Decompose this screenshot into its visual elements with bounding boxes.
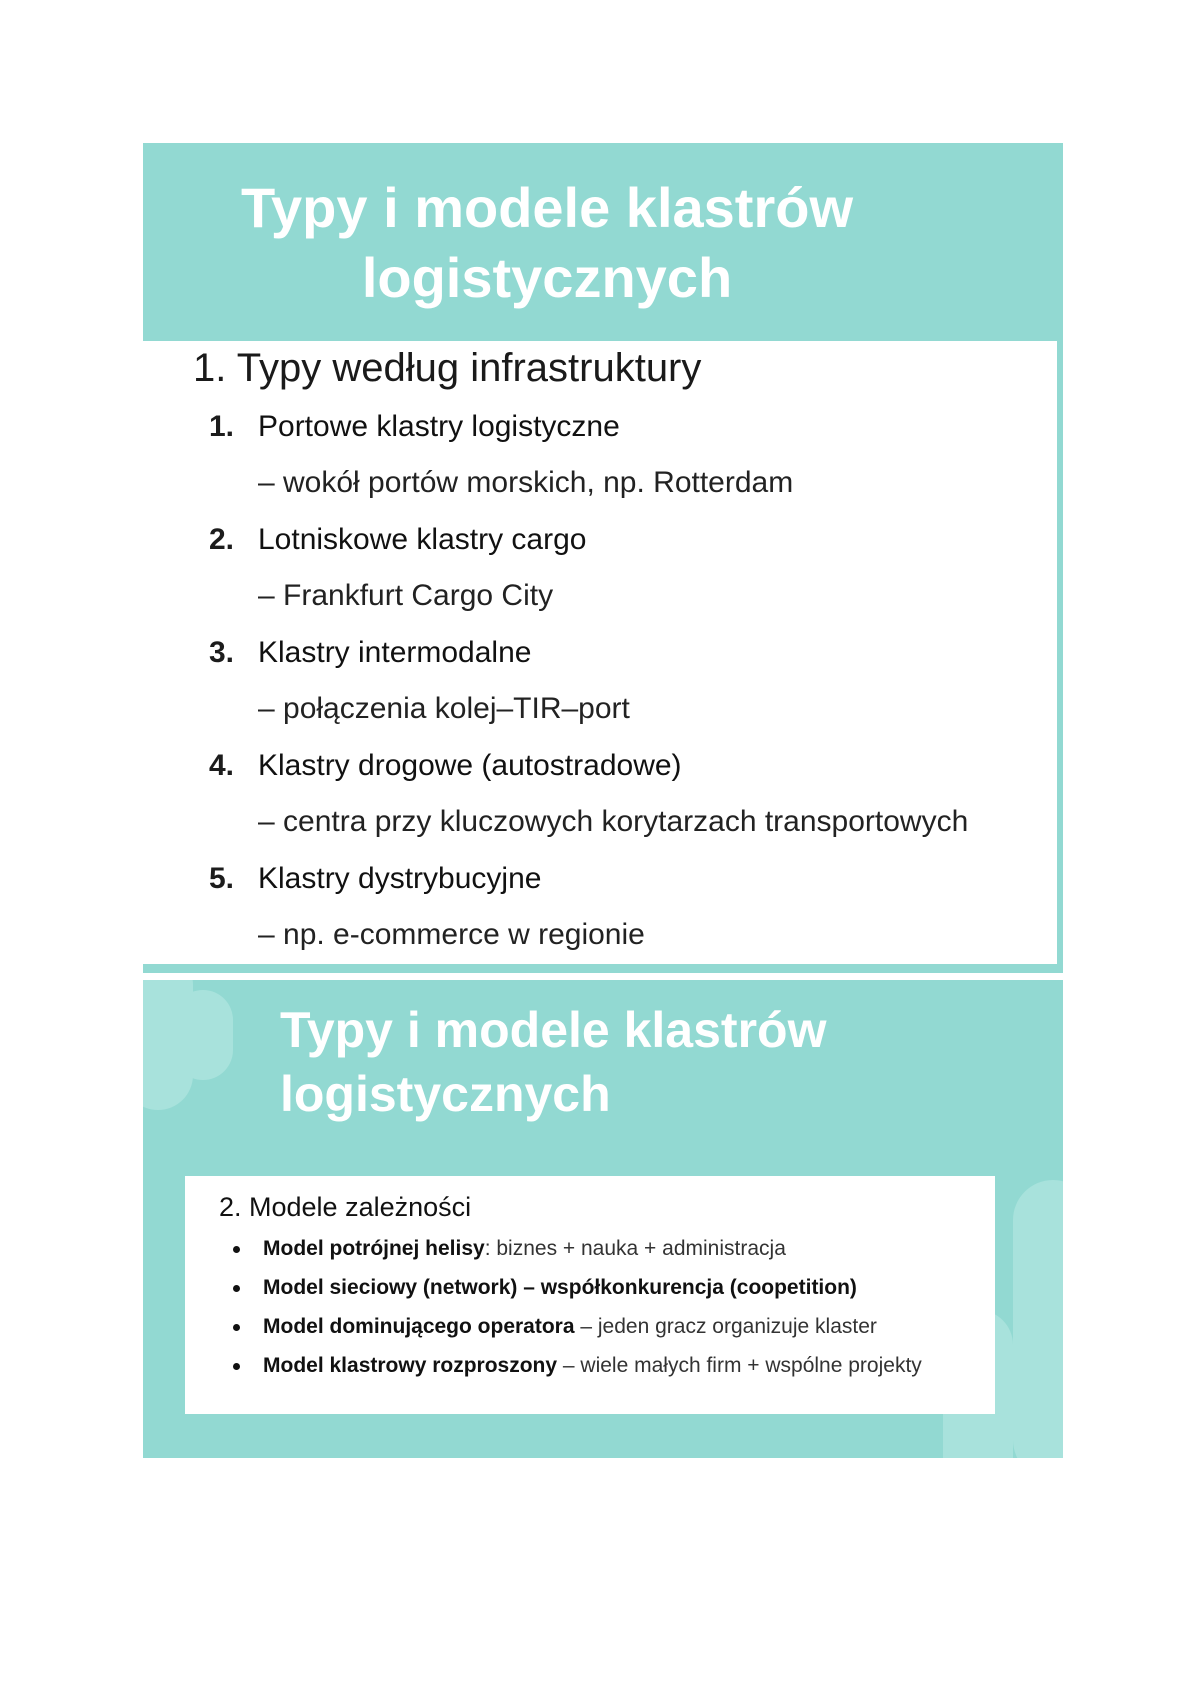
bullet-bold: Model dominującego operatora [263,1315,575,1338]
bullet-bold: Model potrójnej helisy [263,1237,485,1260]
list-item-number: 4. [209,749,235,782]
slide-2 [143,980,1063,1458]
bullet-bold: Model sieciowy (network) – współkonkurencja (coopetition) [263,1276,857,1299]
bullet-bold: Model klastrowy rozproszony [263,1354,558,1377]
list-item-number: 3. [209,636,235,669]
slide-2-title-line-2: logistycznych [280,1066,611,1122]
list-item-detail-text: – wokół portów morskich, np. Rotterdam [258,466,794,499]
bullet-icon [233,1324,240,1331]
list-item-number: 1. [209,410,235,443]
slide-2-card [185,1176,995,1414]
slide-1-title-line-2: logistycznych [361,246,733,309]
list-item-detail-text: – np. e-commerce w regionie [258,918,645,951]
bullet-icon [233,1246,240,1253]
bullet-rest: : biznes + nauka + administracja [484,1237,786,1260]
bullet-icon [233,1285,240,1292]
list-item-number: 5. [209,862,235,895]
list-item-label: Lotniskowe klastry cargo [258,523,587,556]
list-item-detail-text: – centra przy kluczowych korytarzach transportowych [258,805,969,838]
list-item-label: Klastry intermodalne [258,636,532,669]
slide-1 [143,143,1063,973]
list-item-detail-text: – Frankfurt Cargo City [258,579,554,612]
slide-2-title-line-1: Typy i modele klastrów [280,1002,827,1058]
bullet-rest: – jeden gracz organizuje klaster [574,1315,877,1338]
list-item-label: Portowe klastry logistyczne [258,410,620,443]
decorative-bubble [173,990,233,1080]
slide-1-heading: 1. Typy według infrastruktury [193,346,702,390]
slide-2-heading: 2. Modele zależności [219,1192,472,1222]
slide-1-title-line-1: Typy i modele klastrów [240,176,854,239]
bullet-rest: – wiele małych firm + wspólne projekty [557,1354,922,1377]
slide-1-title [147,143,947,343]
decorative-bubble [1013,1180,1063,1458]
list-item-detail-text: – połączenia kolej–TIR–port [258,692,630,725]
slide-1-body [143,341,1057,964]
bullet-icon [233,1363,240,1370]
list-item-number: 2. [209,523,235,556]
list-item-label: Klastry dystrybucyjne [258,862,542,895]
list-item-label: Klastry drogowe (autostradowe) [258,749,682,782]
